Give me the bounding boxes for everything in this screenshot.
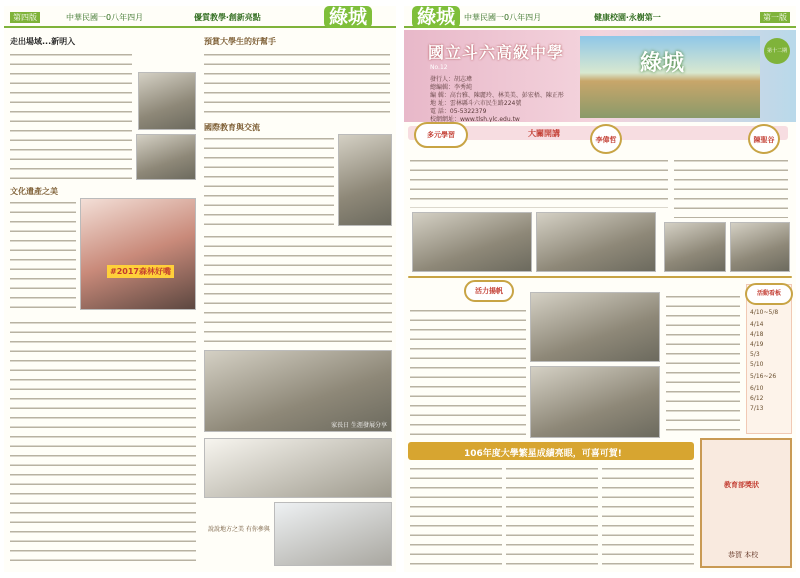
photo-activity-2 — [530, 366, 660, 438]
award-list-1 — [410, 464, 502, 568]
award-list-3 — [602, 464, 694, 568]
event-date: 4/14 — [750, 321, 764, 328]
photo-student-2 — [136, 134, 196, 180]
photo-student-1 — [138, 72, 196, 130]
banner-logo: 綠城 — [640, 50, 685, 76]
photo-teacher — [338, 134, 392, 226]
event-date: 5/10 — [750, 361, 764, 368]
event-date: 7/13 — [750, 405, 764, 412]
credit-line-2: 總編輯：李秀純 — [430, 84, 473, 91]
photo-lecture-1 — [412, 212, 532, 272]
section-1-badge: 多元學習 — [414, 122, 468, 148]
sub-heading-2: 國際教育與交流 — [204, 123, 260, 132]
credit-line-3: 編 輯：高台雅、陳麗玲、林美美、彭宏梧、陳正彤 — [430, 92, 564, 99]
events-board — [746, 284, 792, 434]
event-date: 6/12 — [750, 395, 764, 402]
sub-heading-1: 預賞大學生的好幫手 — [204, 37, 276, 46]
award-list-2 — [506, 464, 598, 568]
right-header — [404, 6, 796, 28]
text-column-a — [10, 50, 132, 180]
credit-line-6: 校網網址：www.tlsh.ylc.edu.tw — [430, 116, 520, 122]
left-logo: 綠城 — [324, 6, 372, 28]
photo-ceremony — [204, 350, 392, 432]
text-column-i — [410, 306, 526, 436]
right-page — [404, 6, 796, 572]
masthead-title: 國立斗六高級中學 — [428, 43, 565, 62]
left-header — [4, 6, 396, 28]
text-column-f — [10, 318, 196, 568]
text-column-b — [204, 50, 390, 118]
sub-heading-3: 文化遺產之美 — [10, 187, 58, 196]
left-page-number: 第四版 — [10, 12, 40, 23]
event-date: 4/10~5/8 — [750, 309, 779, 316]
divider — [408, 276, 792, 278]
feature-badge-1: 李偉哲 — [590, 124, 622, 154]
masthead-banner — [404, 30, 796, 122]
right-motto: 健康校園‧永樹第一 — [594, 13, 661, 22]
photo-lecture-4 — [730, 222, 790, 272]
text-column-d — [10, 198, 76, 308]
right-logo: 綠城 — [412, 6, 460, 28]
school-building-photo — [580, 36, 760, 118]
photo-students-group — [80, 198, 196, 310]
event-date: 5/16~26 — [750, 373, 777, 380]
event-date: 6/10 — [750, 385, 764, 392]
credit-line-1: 發行人：胡志瑋 — [430, 76, 473, 83]
event-date: 4/18 — [750, 331, 764, 338]
banner-subtitle: No.12 — [430, 64, 448, 71]
text-column-e — [204, 232, 392, 344]
certificate-title: 教育部獎狀 — [724, 481, 759, 489]
event-date: 4/19 — [750, 341, 764, 348]
photo-presentation — [274, 502, 392, 566]
issue-badge: 第十二期 — [764, 38, 790, 64]
feature-badge-2: 陳聖谷 — [748, 124, 780, 154]
section-2-badge: 活力揚帆 — [464, 280, 514, 302]
credit-line-4: 地 址：雲林縣斗六市民生路224號 — [430, 100, 522, 107]
photo-lecture-2 — [536, 212, 656, 272]
right-page-number: 第一版 — [760, 12, 790, 23]
award-certificate — [700, 438, 792, 568]
event-date: 5/3 — [750, 351, 760, 358]
photo-caption-1: #2017森林好嘴 — [107, 265, 174, 278]
certificate-caption: 恭賀 本校 — [728, 551, 759, 559]
text-column-h — [674, 156, 788, 218]
right-date: 中華民國一0八年四月 — [464, 13, 542, 22]
photo-caption-2: 家長日 生涯發展分享 — [331, 422, 387, 429]
text-column-g — [410, 156, 668, 208]
left-motto: 優質教學‧創新亮點 — [194, 13, 261, 22]
photo-lecture-3 — [664, 222, 726, 272]
photo-activity-1 — [530, 292, 660, 362]
events-title: 活動看板 — [745, 283, 793, 305]
star-award-title: 106年度大學繁星成績亮眼，可喜可賀! — [464, 449, 622, 459]
photo-caption-3: 說說地方之美 有你參與 — [208, 526, 270, 533]
text-column-c — [204, 134, 334, 226]
credit-line-5: 電 話：05-5322379 — [430, 108, 487, 115]
feature-heading: 大關開講 — [528, 129, 560, 138]
text-column-j — [666, 292, 740, 432]
article-title: 走出場域...新明入 — [10, 37, 76, 46]
left-page — [4, 6, 396, 572]
photo-group — [204, 438, 392, 498]
left-date: 中華民國一0八年四月 — [66, 13, 144, 22]
